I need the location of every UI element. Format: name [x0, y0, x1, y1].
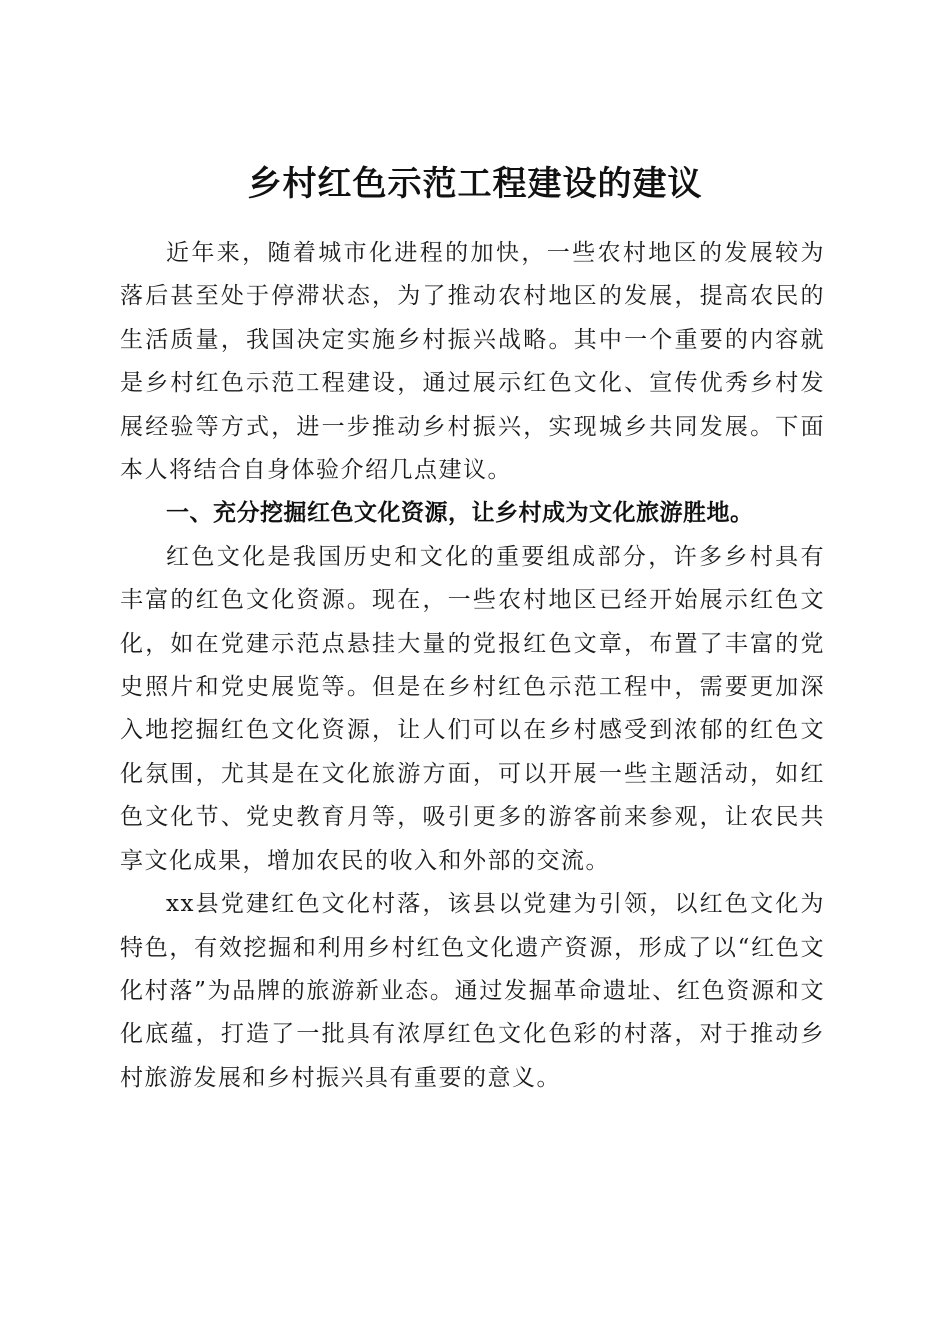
example-paragraph: xx县党建红色文化村落，该县以党建为引领，以红色文化为特色，有效挖掘和利用乡村红色文化遗产资源，形成了以“红色文化村落”为品牌的旅游新业态。通过发掘革命遗址、红色资源和文化底蕴，打造了一批具有浓厚红色文化色彩的村落，对于推动乡村旅游发展和乡村振兴具有重要的意义。: [120, 891, 825, 1091]
document-title: 乡村红色示范工程建设的建议: [247, 163, 703, 204]
intro-paragraph: 近年来，随着城市化进程的加快，一些农村地区的发展较为落后甚至处于停滞状态，为了推动农村地区的发展，提高农民的生活质量，我国决定实施乡村振兴战略。其中一个重要的内容就是乡村红色示范工程建设，通过展示红色文化、宣传优秀乡村发展经验等方式，进一步推动乡村振兴，实现城乡共同发展。下面本人将结合自身体验介绍几点建议。: [120, 240, 825, 484]
document-body: [120, 232, 825, 1100]
section-heading-1: 一、充分挖掘红色文化资源，让乡村成为文化旅游胜地。: [166, 500, 754, 527]
section-1-paragraph: 红色文化是我国历史和文化的重要组成部分，许多乡村具有丰富的红色文化资源。现在，一些农村地区已经开始展示红色文化，如在党建示范点悬挂大量的党报红色文章，布置了丰富的党史照片和党史展览等。但是在乡村红色示范工程中，需要更加深入地挖掘红色文化资源，让人们可以在乡村感受到浓郁的红色文化氛围，尤其是在文化旅游方面，可以开展一些主题活动，如红色文化节、党史教育月等，吸引更多的游客前来参观，让农民共享文化成果，增加农民的收入和外部的交流。: [120, 543, 825, 874]
